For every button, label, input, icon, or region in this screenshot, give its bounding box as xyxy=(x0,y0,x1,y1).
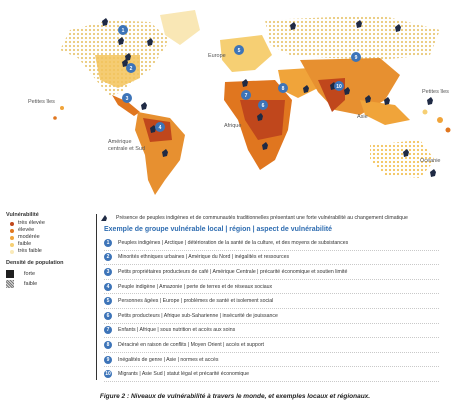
example-row xyxy=(104,280,439,295)
label-amerique-line2: centrale et Sud xyxy=(108,146,145,152)
row-text: Minorités ethniques urbaines | Amérique du Nord | inégalités et ressources xyxy=(118,254,290,261)
asia-north xyxy=(265,15,440,60)
island xyxy=(53,116,57,120)
row-number-badge: 3 xyxy=(104,268,112,276)
row-text: Petits propriétaires producteurs de café | Amérique Centrale | précarité économique et soutien limité xyxy=(118,268,348,275)
example-row xyxy=(104,265,439,280)
row-number-badge: 1 xyxy=(104,239,112,247)
row-number-badge: 4 xyxy=(104,283,112,291)
europe xyxy=(220,35,272,72)
level-swatch xyxy=(10,222,14,226)
marker-2 xyxy=(126,63,136,73)
presence-row: Présence de peuples indigènes et de communautés traditionnelles présentant une forte vulnérabilité au changement climatique xyxy=(100,212,465,224)
example-row xyxy=(104,353,439,368)
row-number-badge: 7 xyxy=(104,326,112,334)
examples-legend xyxy=(100,212,465,382)
row-text: Peuples indigènes | Arctique | détérioration de la santé de la culture, et des moyens de subsistances xyxy=(118,239,349,246)
vulnerability-level: très faible xyxy=(6,248,90,255)
label-europe: Europe xyxy=(208,53,226,59)
marker-5 xyxy=(234,45,244,55)
example-row xyxy=(104,236,439,251)
marker-9 xyxy=(351,52,361,62)
label-petites-iles-right: Petites îles xyxy=(422,89,449,95)
vulnerability-level: modérée xyxy=(6,234,90,241)
island xyxy=(437,117,443,123)
row-number-badge: 2 xyxy=(104,253,112,261)
label-asie: Asie xyxy=(357,114,368,120)
examples-title: Exemple de groupe vulnérable local | région | aspect de vulnérabilité xyxy=(104,226,332,233)
figure-caption: Figure 2 : Niveaux de vulnérabilité à travers le monde, et exemples locaux et régionaux. xyxy=(99,393,371,400)
svg-text:8: 8 xyxy=(281,86,285,92)
svg-text:3: 3 xyxy=(125,96,129,102)
row-text: Déraciné en raison de conflits | Moyen Orient | accès et support xyxy=(118,341,264,348)
example-row xyxy=(104,324,439,339)
marker-1 xyxy=(118,25,128,35)
legend-divider xyxy=(96,214,97,380)
row-text: Inégalités de genre | Asie | normes et accès xyxy=(118,356,219,363)
marker-4 xyxy=(155,122,165,132)
hand-icon xyxy=(100,214,110,222)
vulnerability-title: Vulnérabilité xyxy=(6,212,39,218)
vulnerability-legend xyxy=(6,212,90,289)
example-row xyxy=(104,367,439,382)
label-amerique-line1: Amérique xyxy=(108,139,132,145)
marker-7 xyxy=(241,90,251,100)
hand-icon xyxy=(430,169,436,177)
example-row xyxy=(104,309,439,324)
level-swatch xyxy=(10,229,14,233)
example-row xyxy=(104,294,439,309)
row-text: Migrants | Asie Sud | statut légal et précarité économique xyxy=(118,371,250,378)
level-swatch xyxy=(10,250,14,254)
vulnerability-level: très élevée xyxy=(6,220,90,227)
level-swatch xyxy=(10,236,14,240)
island xyxy=(423,110,428,115)
density-weak: faible xyxy=(6,279,90,289)
example-row xyxy=(104,251,439,266)
svg-text:2: 2 xyxy=(129,66,133,72)
svg-text:9: 9 xyxy=(354,55,358,61)
level-swatch xyxy=(10,243,14,247)
row-text: Petits producteurs | Afrique sub-Saharienne | insécurité de jouissance xyxy=(118,312,278,319)
svg-text:4: 4 xyxy=(158,125,162,131)
marker-6 xyxy=(258,100,268,110)
example-row xyxy=(104,338,439,353)
island xyxy=(60,106,64,110)
label-petites-iles-left: Petites îles xyxy=(28,99,55,105)
island xyxy=(446,128,451,133)
row-text: Peuple indigène | Amazonie | perte de terres et de réseaux sociaux xyxy=(118,283,273,290)
density-title: Densité de population xyxy=(6,260,64,266)
row-number-badge: 10 xyxy=(105,371,111,378)
density-strong: forte xyxy=(6,269,90,279)
hand-icon xyxy=(427,97,433,105)
row-number-badge: 6 xyxy=(104,312,112,320)
density-strong-swatch xyxy=(6,270,14,278)
row-number-badge: 8 xyxy=(104,341,112,349)
marker-3 xyxy=(122,93,132,103)
label-afrique: Afrique xyxy=(224,123,242,129)
row-text: Enfants | Afrique | sous nutrition et accès aux soins xyxy=(118,327,236,334)
svg-text:6: 6 xyxy=(261,103,265,109)
marker-8 xyxy=(278,83,288,93)
svg-text:7: 7 xyxy=(244,93,248,99)
svg-text:10: 10 xyxy=(336,84,342,90)
row-text: Personnes âgées | Europe | problèmes de santé et isolement social xyxy=(118,298,274,305)
row-number-badge: 5 xyxy=(104,297,112,305)
density-weak-swatch xyxy=(6,280,14,288)
row-number-badge: 9 xyxy=(104,356,112,364)
svg-text:1: 1 xyxy=(121,28,125,34)
marker-10 xyxy=(334,81,344,91)
vulnerability-level: faible xyxy=(6,241,90,248)
svg-text:5: 5 xyxy=(237,48,241,54)
vulnerability-level: élevée xyxy=(6,227,90,234)
hand-icon xyxy=(141,102,147,110)
label-oceanie: Océanie xyxy=(420,158,441,164)
